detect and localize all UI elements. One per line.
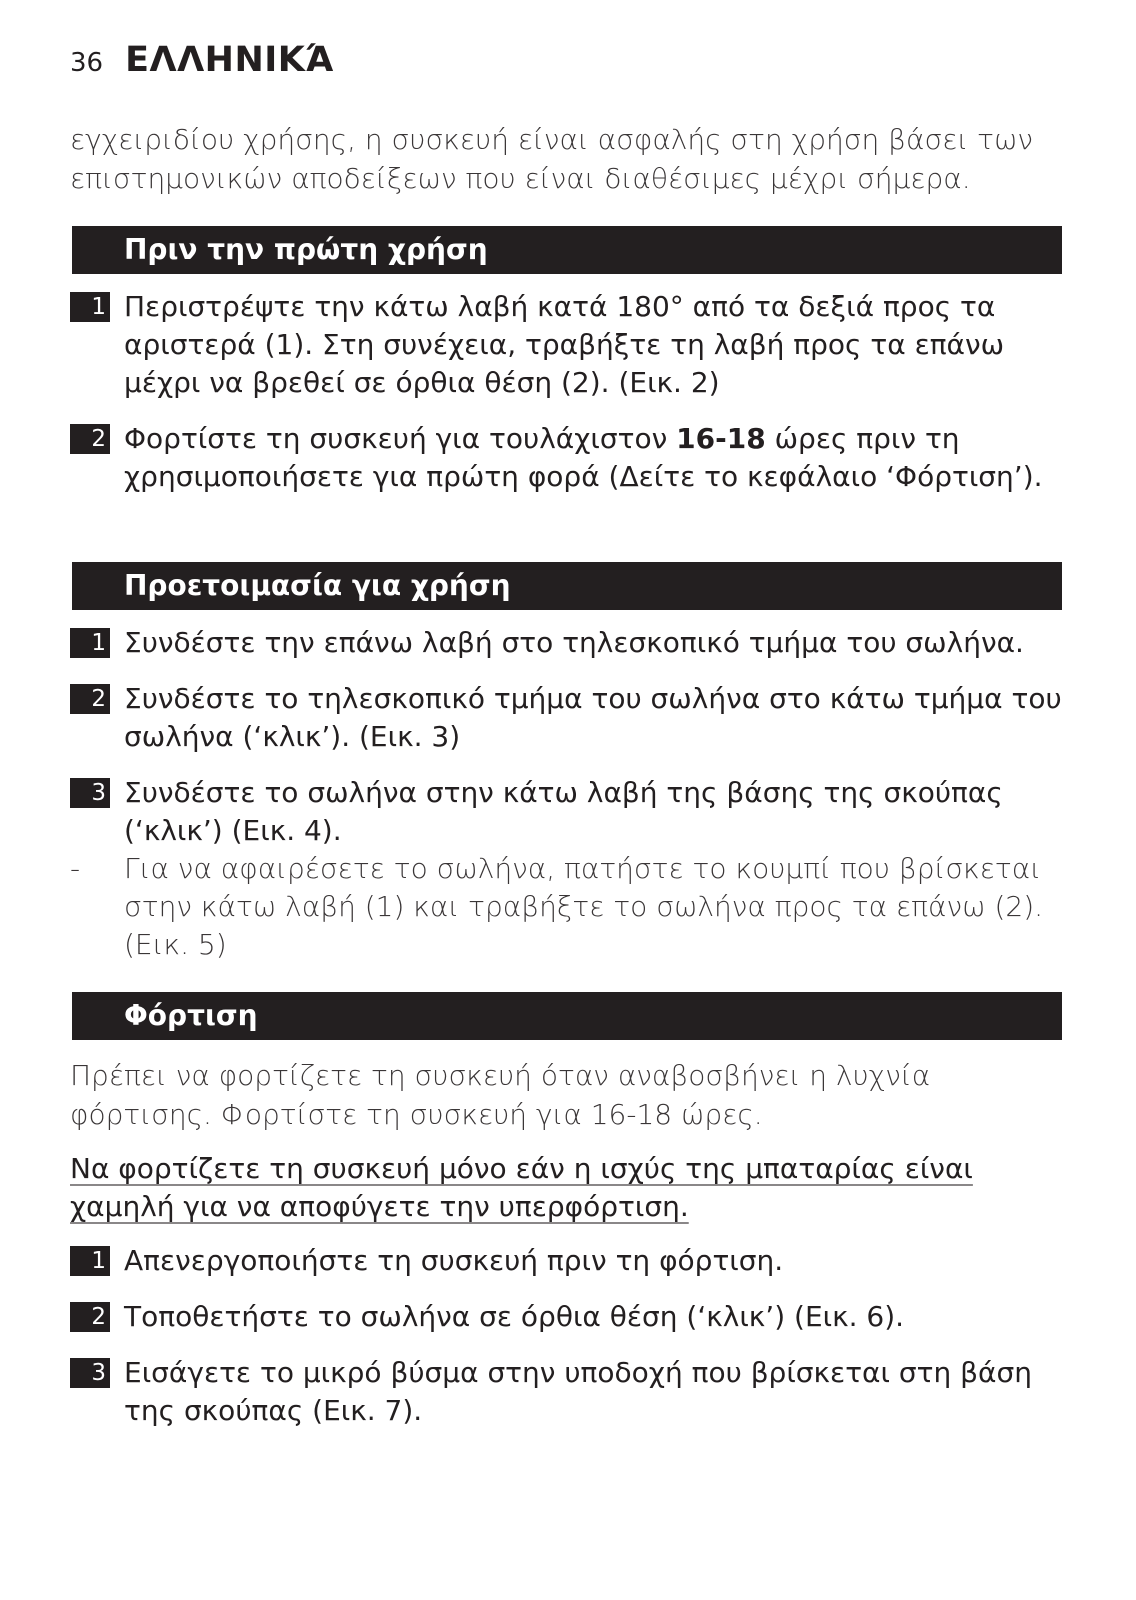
- step-number: 3: [70, 778, 110, 808]
- section-header-before-first-use: [72, 226, 1062, 274]
- charging-note: [70, 1150, 1000, 1226]
- page-header: [70, 40, 334, 80]
- step-text-part: Φορτίστε τη συσκευή για τουλάχιστον: [124, 422, 677, 455]
- step-number: 2: [70, 684, 110, 714]
- sub-item-text: Για να αφαιρέσετε το σωλήνα, πατήστε το κουμπί που βρίσκεται στην κάτω λαβή (1) και τραβήξτε το σωλήνα προς τα επάνω (2). (Εικ. 5): [124, 852, 1044, 961]
- step-text: Τοποθετήστε το σωλήνα σε όρθια θέση (‘κλικ’) (Εικ. 6).: [124, 1300, 905, 1333]
- step-number: 3: [70, 1358, 110, 1388]
- step-number: 1: [70, 1246, 110, 1276]
- step-text-part: ώρες πριν τη χρησιμοποιήσετε για πρώτη φορά (Δείτε το κεφάλαιο ‘Φόρτιση’).: [124, 422, 1043, 493]
- step-text: Εισάγετε το μικρό βύσμα στην υποδοχή που βρίσκεται στη βάση της σκούπας (Εικ. 7).: [124, 1356, 1032, 1427]
- step-text: [124, 420, 1070, 496]
- step-text: Περιστρέψτε την κάτω λαβή κατά 180° από τα δεξιά προς τα αριστερά (1). Στη συνέχεια, τραβήξτε τη λαβή προς τα επάνω μέχρι να βρεθεί σε όρθια θέση (2). (Εικ. 2): [124, 290, 1005, 399]
- step-number: 1: [70, 292, 110, 322]
- step-number: 2: [70, 1302, 110, 1332]
- page-number: 36: [70, 48, 104, 78]
- step-text: Συνδέστε την επάνω λαβή στο τηλεσκοπικό τμήμα του σωλήνα.: [124, 626, 1024, 659]
- charging-note-text: Να φορτίζετε τη συσκευή μόνο εάν η ισχύς της μπαταρίας είναι χαμηλή για να αποφύγετε την υπερφόρτιση.: [70, 1152, 973, 1223]
- section-title: Πριν την πρώτη χρήση: [124, 233, 488, 266]
- sub-item-dash: -: [70, 852, 81, 885]
- step-number: 1: [70, 628, 110, 658]
- language-heading: ΕΛΛΗΝΙΚΆ: [125, 40, 334, 80]
- section-title: Φόρτιση: [124, 999, 258, 1032]
- section-header-charging: [72, 992, 1062, 1040]
- charging-intro: Πρέπει να φορτίζετε τη συσκευή όταν αναβοσβήνει η λυχνία φόρτισης. Φορτίστε τη συσκευή για 16-18 ώρες.: [70, 1059, 931, 1131]
- step-text-bold: 16-18: [676, 422, 766, 455]
- step-text: Απενεργοποιήστε τη συσκευή πριν τη φόρτιση.: [124, 1244, 784, 1277]
- intro-paragraph: εγχειριδίου χρήσης, η συσκευή είναι ασφαλής στη χρήση βάσει των επιστημονικών αποδείξεων που είναι διαθέσιμες μέχρι σήμερα.: [70, 123, 1034, 195]
- section-title: Προετοιμασία για χρήση: [124, 569, 511, 602]
- step-number: 2: [70, 424, 110, 454]
- section-header-preparing-for-use: [72, 562, 1062, 610]
- step-text: Συνδέστε το τηλεσκοπικό τμήμα του σωλήνα στο κάτω τμήμα του σωλήνα (‘κλικ’). (Εικ. 3): [124, 682, 1062, 753]
- step-text: Συνδέστε το σωλήνα στην κάτω λαβή της βάσης της σκούπας (‘κλικ’) (Εικ. 4).: [124, 776, 1003, 847]
